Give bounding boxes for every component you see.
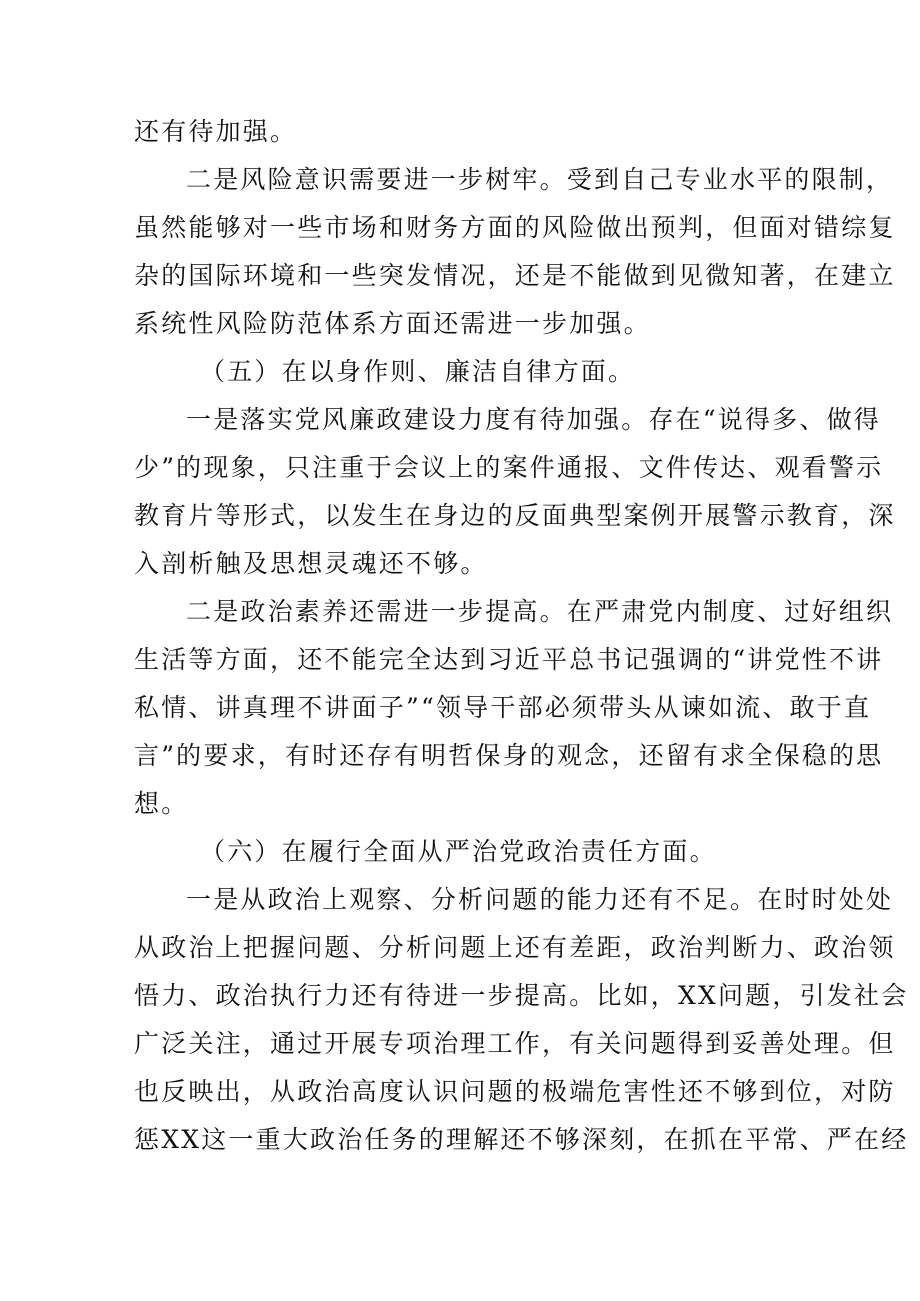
paragraph-start-line: 一是从政治上观察、分析问题的能力还有不足。在时时处处 (186, 885, 894, 914)
document-body (134, 108, 909, 1164)
text-line: 教育片等形式，以发生在身边的反面典型案例开展警示教育，深 (134, 501, 896, 530)
text-line: 系统性风险防范体系方面还需进一步加强。 (134, 309, 651, 338)
text-line: 想。 (134, 789, 189, 818)
text-line: 还有待加强。 (134, 117, 298, 146)
text-line: 惩XX这一重大政治任务的理解还不够深刻，在抓在平常、严在经 (134, 1125, 909, 1154)
text-line: 入剖析触及思想灵魂还不够。 (134, 549, 488, 578)
text-line: 杂的国际环境和一些突发情况，还是不能做到见微知著，在建立 (134, 261, 896, 290)
paragraph-start-line: 二是政治素养还需进一步提高。在严肃党内制度、过好组织 (186, 597, 894, 626)
text-line: 广泛关注，通过开展专项治理工作，有关问题得到妥善处理。但 (134, 1029, 896, 1058)
section-heading-five: （五）在以身作则、廉洁自律方面。 (200, 357, 636, 386)
text-line: 言”的要求，有时还存有明哲保身的观念，还留有求全保稳的思 (134, 741, 884, 770)
paragraph-start-line: 一是落实党风廉政建设力度有待加强。存在“说得多、做得 (186, 405, 881, 434)
text-line: 从政治上把握问题、分析问题上还有差距，政治判断力、政治领 (134, 933, 896, 962)
text-line: 生活等方面，还不能完全达到习近平总书记强调的“讲党性不讲 (134, 645, 884, 674)
text-line: 也反映出，从政治高度认识问题的极端危害性还不够到位，对防 (134, 1077, 896, 1106)
paragraph-start-line: 二是风险意识需要进一步树牢。受到自己专业水平的限制， (186, 165, 894, 194)
text-line: 私情、讲真理不讲面子”“领导干部必须带头从谏如流、敢于直 (134, 693, 872, 722)
section-heading-six: （六）在履行全面从严治党政治责任方面。 (200, 837, 717, 866)
text-line: 虽然能够对一些市场和财务方面的风险做出预判，但面对错综复 (134, 213, 896, 242)
text-line: 少”的现象，只注重于会议上的案件通报、文件传达、观看警示 (134, 453, 884, 482)
text-line: 悟力、政治执行力还有待进一步提高。比如，XX问题，引发社会 (134, 981, 909, 1010)
